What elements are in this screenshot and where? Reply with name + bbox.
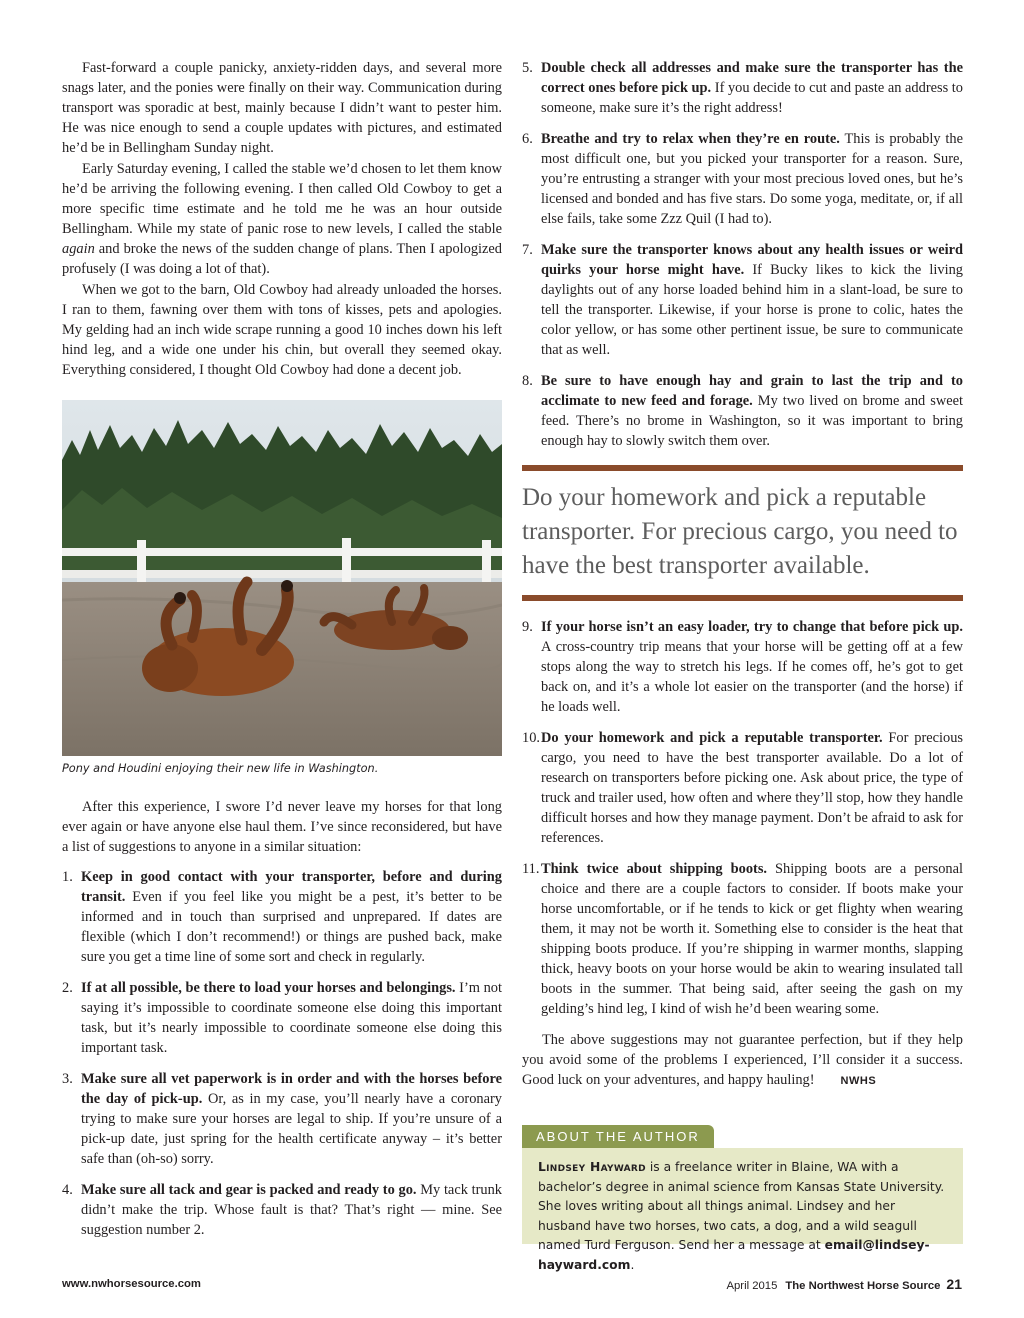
about-the-author: [522, 1125, 963, 1272]
tip-8: 8. Be sure to have enough hay and grain to last the trip and to acclimate to new feed and forage. My two lived on brome and sweet feed. There’s no brome in Washington, so it was important to bring enough hay to slowly switch them over.: [522, 373, 963, 449]
tip-6: 6. Breathe and try to relax when they’re en route. This is probably the most difficult one, but you picked your transporter for a reason. Sure, you’re entrusting a stranger with your most precious loved ones, but he’s licensed and bonded and has five stars. Do some yoga, meditate, or, if all else fails, take some Zzz Quil (I had to).: [522, 131, 963, 227]
left-column: [62, 58, 502, 1251]
intro-paragraph-1: Fast-forward a couple panicky, anxiety-ridden days, and several more snags later, and the ponies were finally on their way. Communication during transport was sporadic at best, mainly because I didn’t want to pester him. He was nice enough to send a couple updates with pictures, and estimated he’d be in Bellingham Sunday night.: [62, 60, 502, 156]
end-mark: NWHS: [840, 1075, 877, 1087]
tips-list-right-top: [522, 58, 963, 451]
about-author-box: Lindsey Hayward is a freelance writer in Blaine, WA with a bachelor’s degree in animal science from Kansas State University. She loves writing about all things animal. Lindsey and her husband have two horses, two cats, a dog, and a wild seagull named Turd Ferguson. Send her a message at email@lindsey-hayward.com.: [522, 1148, 963, 1244]
author-email-link[interactable]: email@lindsey-hayward.com: [538, 1238, 930, 1272]
intro-paragraph-3: When we got to the barn, Old Cowboy had already unloaded the horses. I ran to them, fawning over them with tons of kisses, pets and apologies. My gelding had an inch wide scrape running a good 10 inches down his left hind leg, and a wide one under his chin, but overall they seemed okay. Everything considered, I thought Old Cowboy had done a decent job.: [62, 282, 502, 378]
footer-magazine: The Northwest Horse Source: [785, 1280, 941, 1292]
pull-quote: [522, 465, 963, 601]
photo-caption: Pony and Houdini enjoying their new life in Washington.: [62, 762, 379, 775]
tip-2: 2. If at all possible, be there to load your horses and belongings. I’m not saying it’s impossible to coordinate someone else doing this important task, but it’s nearly impossible to coordinate someone else doing this important task.: [62, 980, 502, 1056]
tip-10: 10. Do your homework and pick a reputable transporter. For precious cargo, you need to have the best transporter available. Do a lot of research on transporters before picking one. Ask about price, the type of truck and trailer used, how often and where they’ll stop, how they handle difficult horses and how they manage payment. Don’t be afraid to ask for references.: [522, 730, 963, 846]
horses-photo: [62, 400, 502, 756]
footer-date: April 2015: [726, 1280, 778, 1292]
tip-5: 5. Double check all addresses and make sure the transporter has the correct ones before pick up. If you decide to cut and paste an address to someone, make sure it’s the right address!: [522, 60, 963, 116]
tip-11: 11. Think twice about shipping boots. Shipping boots are a personal choice and there are a couple factors to consider. If boots make your horse uncomfortable, or if he tends to kick or get flighty when wearing them, it may not be worth it. Something else to consider is the heat that shipping boots produce. If you’re shipping in warmer months, slapping thick, heavy boots on your horse would be akin to wearing insulated tall boots in the summer. That being said, after seeing the gash on my gelding’s hind leg, I kind of wish he’d been wearing some.: [522, 861, 963, 1017]
pull-quote-text: Do your homework and pick a reputable transporter. For precious cargo, you need to have the best transporter available.: [522, 484, 958, 579]
tips-list-right-bottom: [522, 617, 963, 1019]
tip-3: 3. Make sure all vet paperwork is in order and with the horses before the day of pick-up. Or, as in my case, you’ll nearly have a coronary trying to make sure your horses are legal to ship. If you’re unsure of a pick-up date, just spring for the health certificate anyway – it’s better safe than (oh-so) sorry.: [62, 1071, 502, 1167]
tips-list-left: [62, 867, 502, 1240]
tip-4: 4. Make sure all tack and gear is packed and ready to go. My tack trunk didn’t make the trip. Whose fault is that? That’s right — mine. See suggestion number 2.: [62, 1182, 502, 1238]
right-column: [522, 58, 963, 1272]
about-author-tab: ABOUT THE AUTHOR: [522, 1125, 714, 1148]
author-name: Lindsey Hayward: [538, 1160, 646, 1174]
footer-issue: [726, 1276, 962, 1292]
tip-9: 9. If your horse isn’t an easy loader, try to change that before pick up. A cross-country trip means that your horse will be getting off at a few stops along the way to stretch his legs. If he comes off, he’s got to get back on, and it’s a whole lot easier on the transporter (and the horse) if he loads well.: [522, 619, 963, 715]
after-paragraph: After this experience, I swore I’d never leave my horses for that long ever again or have anyone else haul them. I’ve since reconsidered, but have a list of suggestions to anyone in a similar situation:: [62, 799, 502, 855]
closing-paragraph: The above suggestions may not guarantee perfection, but if they help you avoid some of the problems I experienced, I’ll consider it a success. Good luck on your adventures, and happy hauling! NWHS: [522, 1032, 963, 1088]
footer-url[interactable]: www.nwhorsesource.com: [62, 1278, 201, 1290]
intro-paragraph-2: Early Saturday evening, I called the stable we’d chosen to let them know he’d be arriving the following evening. I then called Old Cowboy to get a more specific time estimate and he told me he was an hour outside Bellingham. While my state of panic rose to new levels, I called the stable again and broke the news of the sudden change of plans. Then I apologized profusely (I was doing a lot of that).: [62, 161, 502, 277]
page-number: 21: [946, 1276, 962, 1292]
tip-1: 1. Keep in good contact with your transporter, before and during transit. Even if you feel like you might be a pest, it’s better to be informed and in touch than surprised and unprepared. If dates are flexible (which I don’t recommend!) or things are pushed back, make sure you get a time line of some sort and check in regularly.: [62, 869, 502, 965]
tip-7: 7. Make sure the transporter knows about any health issues or weird quirks your horse might have. If Bucky likes to kick the living daylights out of any horse loaded behind him in a slant-load, be sure to tell the transporter. Likewise, if your horse is prone to colic, hates the color yellow, or has some other pertinent issue, be sure to communicate that as well.: [522, 242, 963, 358]
